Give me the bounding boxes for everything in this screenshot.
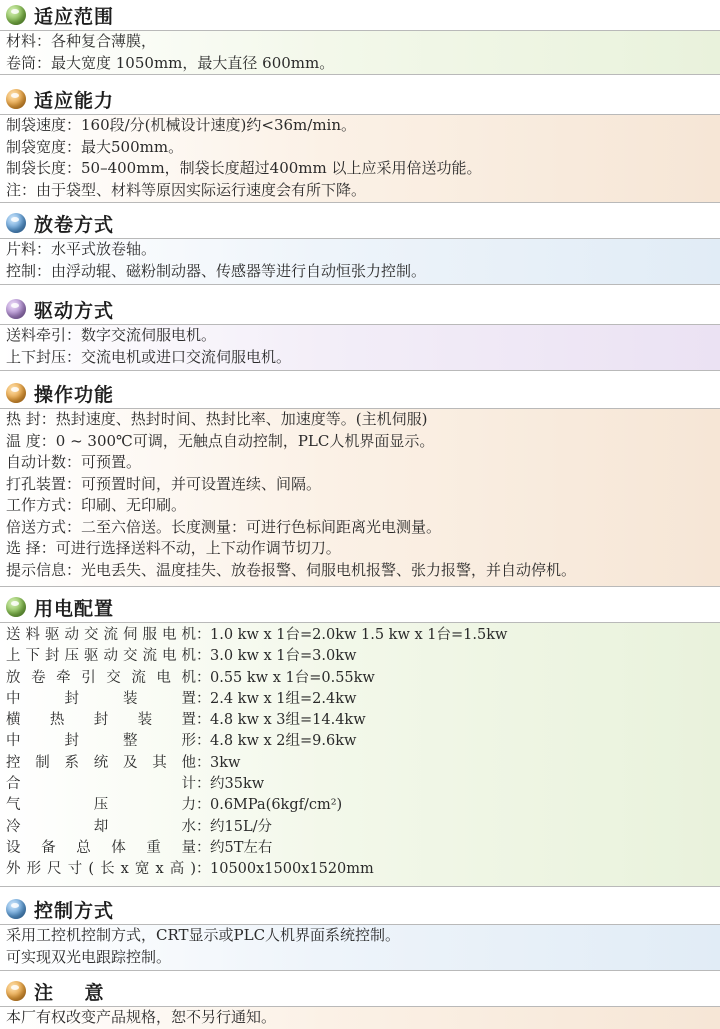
colon: ： <box>196 690 211 707</box>
text-line: 材料：各种复合薄膜， <box>6 32 157 50</box>
text-line: 打孔装置：可预置时间，并可设置连续、间隔。 <box>6 474 322 493</box>
power-row-value: 3.0 kw x 1台=3.0kw <box>210 648 357 665</box>
power-row-label: 中 封 装 置 <box>6 690 196 707</box>
power-row-value: 约5T左右 <box>210 839 273 856</box>
text-line: 可实现双光电跟踪控制。 <box>6 947 172 966</box>
text-line: 控制：由浮动辊、磁粉制动器、传感器等进行自动恒张力控制。 <box>6 261 427 280</box>
text-line: 倍送方式：二至六倍送。长度测量：可进行色标间距离光电测量。 <box>6 517 442 536</box>
power-row <box>6 731 720 752</box>
orange-ball-icon <box>6 981 26 1001</box>
section-body <box>0 238 720 285</box>
section-heading <box>0 84 720 114</box>
text-line: 自动计数：可预置。 <box>6 453 142 471</box>
power-table <box>0 622 720 887</box>
power-row-value: 0.55 kw x 1台=0.55kw <box>210 669 375 686</box>
text-line: 热 封：热封速度、热封时间、热封比率、加速度等。(主机伺服) <box>6 410 428 428</box>
section-heading <box>0 378 720 408</box>
section-scope <box>0 0 720 75</box>
power-row-label: 控 制 系 统 及 其 他 <box>6 754 196 771</box>
power-row-value: 0.6MPa(6kgf/cm²) <box>210 797 343 814</box>
section-title: 适应能力 <box>34 89 115 112</box>
section-heading <box>0 894 720 924</box>
power-row-value: 10500x1500x1520mm <box>210 861 374 878</box>
colon: ： <box>196 712 211 729</box>
section-unwind <box>0 208 720 285</box>
power-row-value: 4.8 kw x 3组=14.4kw <box>210 712 366 729</box>
colon: ： <box>196 818 211 835</box>
section-heading <box>0 294 720 324</box>
colon: ： <box>196 754 211 771</box>
colon: ： <box>196 861 211 878</box>
text-line: 选 择：可进行选择送料不动，上下动作调节切刀。 <box>6 539 341 557</box>
power-row <box>6 646 720 667</box>
text-line: 采用工控机控制方式，CRT显示或PLC人机界面系统控制。 <box>6 926 401 944</box>
section-control <box>0 894 720 971</box>
section-body <box>0 114 720 203</box>
text-line: 片料：水平式放卷轴。 <box>6 240 157 258</box>
colon: ： <box>196 733 211 750</box>
colon: ： <box>196 797 211 814</box>
power-row-value: 1.0 kw x 1台=2.0kw 1.5 kw x 1台=1.5kw <box>210 627 508 643</box>
power-row <box>6 859 720 880</box>
text-line: 注：由于袋型、材料等原因实际运行速度会有所下降。 <box>6 180 367 199</box>
section-body <box>0 324 720 371</box>
power-row-label: 上 下 封 压 驱 动 交 流 电 机 <box>6 648 196 665</box>
power-row <box>6 668 720 689</box>
section-heading <box>0 0 720 30</box>
section-title: 控制方式 <box>34 899 115 922</box>
section-body <box>0 924 720 971</box>
power-row-value: 2.4 kw x 1组=2.4kw <box>210 690 357 707</box>
text-line: 制袋长度：50–400mm，制袋长度超过400mm 以上应采用倍送功能。 <box>6 159 482 177</box>
power-row <box>6 795 720 816</box>
green-ball-icon <box>6 597 26 617</box>
text-line: 工作方式：印刷、无印刷。 <box>6 496 187 514</box>
text-line: 本厂有权改变产品规格，恕不另行通知。 <box>6 1008 277 1026</box>
text-line: 制袋速度：160段/分(机械设计速度)约<36m/min。 <box>6 116 357 134</box>
power-row-label: 横 热 封 装 置 <box>6 712 196 729</box>
section-title: 注 意 <box>34 981 105 1004</box>
section-heading <box>0 592 720 622</box>
power-row-label: 冷 却 水 <box>6 818 196 835</box>
colon: ： <box>196 776 211 793</box>
section-body <box>0 1006 720 1029</box>
section-notice <box>0 976 720 1029</box>
power-row-label: 气 压 力 <box>6 797 196 814</box>
section-title: 用电配置 <box>34 597 115 620</box>
power-row <box>6 689 720 710</box>
text-line: 制袋宽度：最大500mm。 <box>6 137 184 156</box>
section-title: 驱动方式 <box>34 299 115 322</box>
section-drive <box>0 294 720 371</box>
power-row-value: 约15L/分 <box>210 818 272 835</box>
blue-ball-icon <box>6 213 26 233</box>
power-row-label: 外 形 尺 寸 ( 长 x 宽 x 高 ) <box>6 861 196 878</box>
text-line: 送料牵引：数字交流伺服电机。 <box>6 326 217 344</box>
power-row-label: 合 计 <box>6 776 196 793</box>
section-title: 适应范围 <box>34 5 115 28</box>
section-power <box>0 592 720 887</box>
text-line: 提示信息：光电丢失、温度挂失、放卷报警、伺服电机报警、张力报警，并自动停机。 <box>6 560 577 579</box>
power-row <box>6 817 720 838</box>
power-row-label: 送 料 驱 动 交 流 伺 服 电 机 <box>6 627 196 643</box>
orange-ball-icon <box>6 89 26 109</box>
power-row <box>6 838 720 859</box>
green-ball-icon <box>6 5 26 25</box>
power-row <box>6 753 720 774</box>
power-row-label: 中 封 整 形 <box>6 733 196 750</box>
power-row-value: 4.8 kw x 2组=9.6kw <box>210 733 357 750</box>
power-row <box>6 625 720 646</box>
power-row <box>6 774 720 795</box>
text-line: 上下封压：交流电机或进口交流伺服电机。 <box>6 347 292 366</box>
text-line: 卷筒：最大宽度 1050mm，最大直径 600mm。 <box>6 53 335 72</box>
power-row <box>6 710 720 731</box>
colon: ： <box>196 669 211 686</box>
colon: ： <box>196 839 211 856</box>
power-row-value: 3kw <box>210 754 241 771</box>
colon: ： <box>196 648 211 665</box>
power-row-label: 设 备 总 体 重 量 <box>6 839 196 856</box>
orange-ball-icon <box>6 383 26 403</box>
section-heading <box>0 208 720 238</box>
section-title: 放卷方式 <box>34 213 115 236</box>
section-body <box>0 30 720 75</box>
colon: ： <box>196 627 211 643</box>
section-heading <box>0 976 720 1006</box>
purple-ball-icon <box>6 299 26 319</box>
power-row-label: 放 卷 牵 引 交 流 电 机 <box>6 669 196 686</box>
section-capability <box>0 84 720 203</box>
power-row-value: 约35kw <box>210 776 265 793</box>
section-title: 操作功能 <box>34 383 115 406</box>
blue-ball-icon <box>6 899 26 919</box>
text-line: 温 度：0 ~ 300℃可调，无触点自动控制，PLC人机界面显示。 <box>6 431 435 450</box>
section-operation <box>0 378 720 587</box>
section-body <box>0 408 720 587</box>
